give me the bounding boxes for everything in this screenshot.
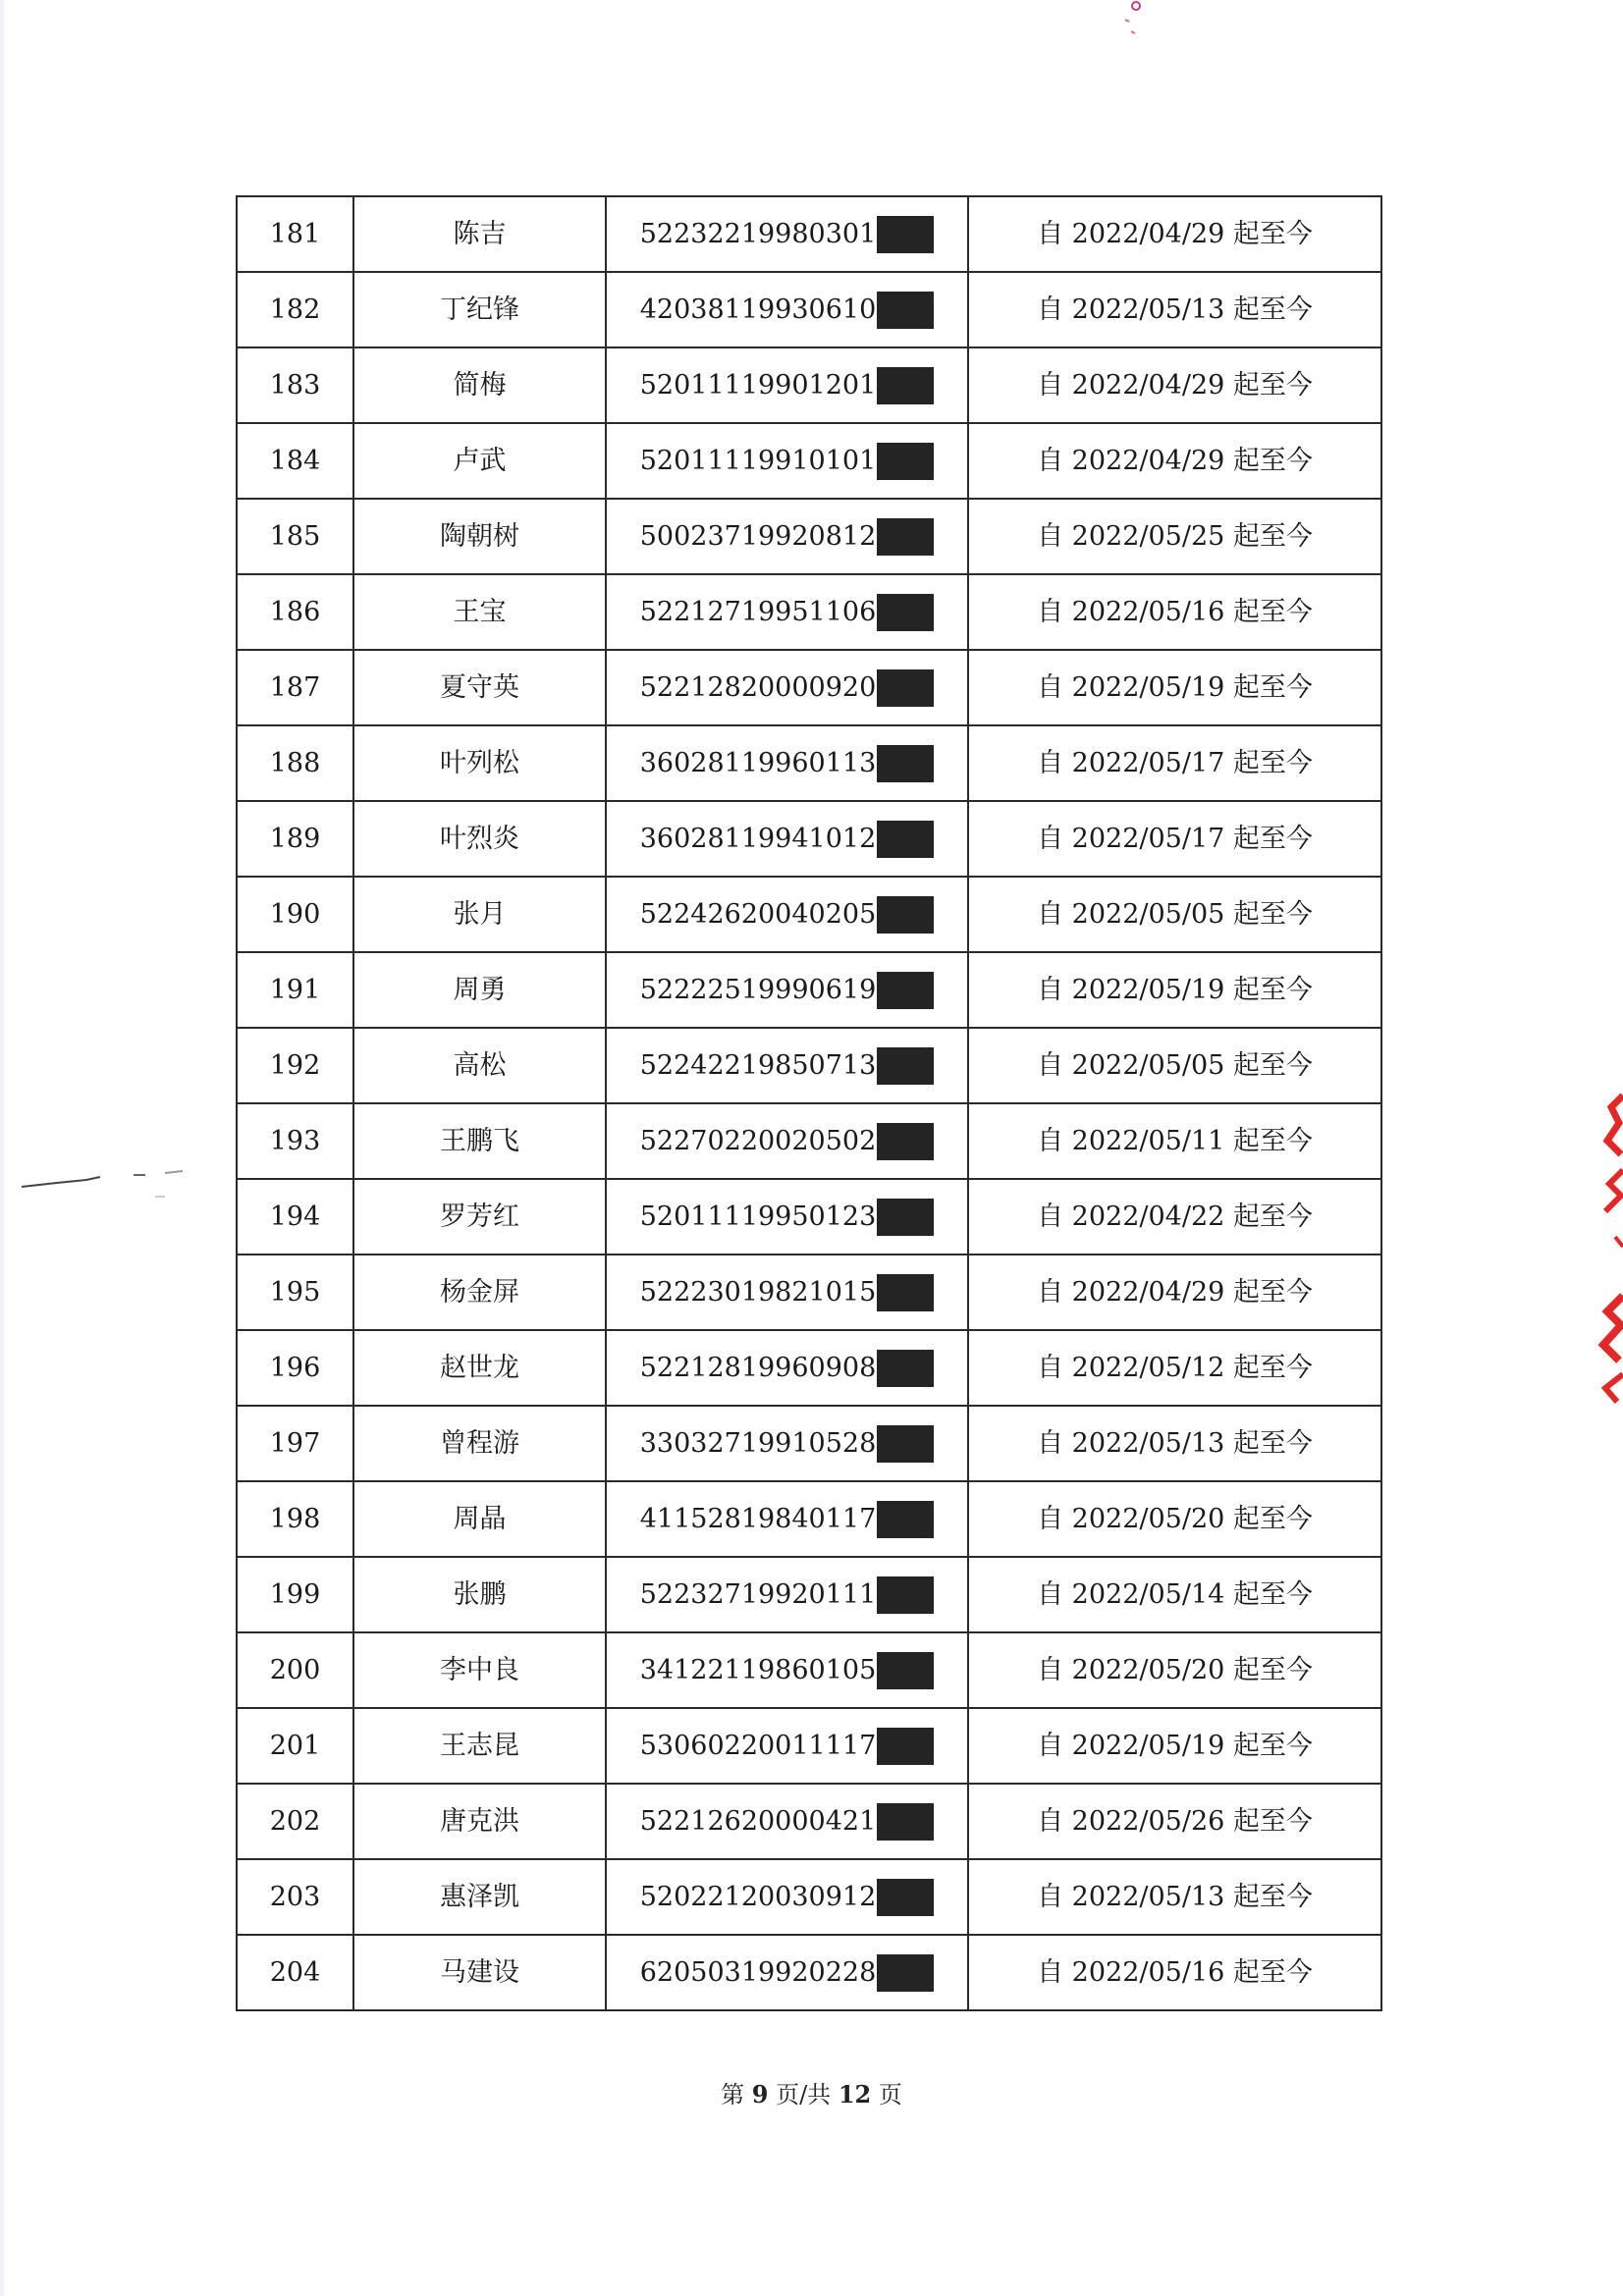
row-number-cell [237,347,353,423]
table-row [237,1481,1381,1557]
id-number-cell [606,952,968,1028]
redaction-block [877,1879,934,1916]
person-name: 马建设 [440,1956,519,1988]
table-row [237,1179,1381,1255]
id-number-visible: 52011119901201 [639,369,877,400]
employment-period: 自 2022/05/13 起至今 [1037,1427,1313,1459]
name-cell [353,499,606,574]
period-cell [968,1859,1381,1935]
table-row [237,725,1381,801]
id-number [640,1728,935,1765]
period-cell [968,1028,1381,1103]
id-number-visible: 50023719920812 [639,520,877,552]
id-number [640,1576,935,1614]
id-number-visible: 52212819960908 [639,1352,877,1383]
person-name: 王鹏飞 [440,1125,519,1156]
person-name: 周晶 [453,1503,507,1534]
person-name: 丁纪锋 [440,294,519,325]
row-number-cell [237,1255,353,1330]
row-number-cell [237,877,353,952]
id-number-cell [606,1179,968,1255]
id-number [640,896,935,934]
row-number: 203 [269,1881,321,1912]
roster-table [236,195,1382,2011]
person-name: 惠泽凯 [440,1881,519,1912]
period-cell [968,196,1381,272]
employment-period: 自 2022/05/16 起至今 [1037,1956,1313,1988]
row-number-cell [237,1481,353,1557]
id-number-cell [606,1481,968,1557]
period-cell [968,1708,1381,1784]
name-cell [353,1481,606,1557]
row-number: 193 [269,1125,321,1156]
scan-mark-left [18,1163,194,1202]
id-number-visible: 52212820000920 [639,671,877,703]
redaction-block [877,1728,934,1765]
id-number [640,1652,935,1689]
table-row [237,1330,1381,1406]
period-cell [968,1784,1381,1859]
footer-suffix: 页 [878,2081,902,2109]
person-name: 罗芳红 [440,1201,519,1232]
id-number-visible: 52212719951106 [639,596,877,627]
id-number-cell [606,574,968,650]
row-number: 200 [269,1654,321,1685]
row-number-cell [237,952,353,1028]
employment-period: 自 2022/05/12 起至今 [1037,1352,1313,1383]
id-number-visible: 62050319920228 [639,1956,877,1988]
id-number-visible: 53060220011117 [639,1730,877,1761]
period-cell [968,1935,1381,2010]
id-number-cell [606,1028,968,1103]
name-cell [353,1557,606,1632]
id-number-visible: 52270220020502 [639,1125,877,1156]
id-number-cell [606,1103,968,1179]
table-row [237,1255,1381,1330]
person-name: 陶朝树 [440,520,519,552]
row-number: 195 [269,1276,321,1308]
person-name: 简梅 [453,369,507,400]
id-number-cell [606,272,968,347]
redaction-block [877,216,934,253]
scan-mark-top [1117,0,1141,39]
redaction-block [877,669,934,707]
redaction-block [877,1350,934,1387]
table-row [237,574,1381,650]
employment-period: 自 2022/05/16 起至今 [1037,596,1313,627]
redaction-block [877,1123,934,1160]
id-number-cell [606,1330,968,1406]
page-edge [0,0,4,2296]
id-number [640,1047,935,1085]
id-number-visible: 52222519990619 [639,974,877,1005]
id-number [640,518,935,556]
row-number: 182 [269,294,321,325]
redaction-block [877,1803,934,1841]
employment-period: 自 2022/04/29 起至今 [1037,369,1313,400]
roster-table-body [237,196,1381,2010]
id-number-visible: 52232719920111 [639,1578,877,1610]
id-number [640,594,935,631]
row-number: 183 [269,369,321,400]
id-number-cell [606,1406,968,1481]
row-number: 201 [269,1730,321,1761]
row-number-cell [237,196,353,272]
id-number-cell [606,1557,968,1632]
redaction-block [877,1501,934,1538]
employment-period: 自 2022/05/17 起至今 [1037,747,1313,778]
period-cell [968,1406,1381,1481]
table-row [237,347,1381,423]
employment-period: 自 2022/04/29 起至今 [1037,445,1313,476]
row-number-cell [237,1708,353,1784]
id-number [640,1350,935,1387]
id-number-cell [606,196,968,272]
footer-prefix: 第 [721,2081,745,2109]
name-cell [353,1028,606,1103]
period-cell [968,272,1381,347]
redaction-block [877,292,934,329]
id-number-visible: 36028119960113 [639,747,877,778]
redaction-block [877,1047,934,1085]
row-number-cell [237,1103,353,1179]
redaction-block [877,1652,934,1689]
employment-period: 自 2022/05/11 起至今 [1037,1125,1313,1156]
name-cell [353,1255,606,1330]
row-number-cell [237,499,353,574]
person-name: 卢武 [453,445,507,476]
period-cell [968,1632,1381,1708]
row-number-cell [237,1784,353,1859]
row-number: 198 [269,1503,321,1534]
id-number-cell [606,725,968,801]
redaction-block [877,367,934,404]
table-row [237,952,1381,1028]
employment-period: 自 2022/05/14 起至今 [1037,1578,1313,1610]
employment-period: 自 2022/05/20 起至今 [1037,1503,1313,1534]
row-number: 192 [269,1049,321,1081]
id-number [640,443,935,480]
person-name: 张月 [453,898,507,930]
employment-period: 自 2022/05/17 起至今 [1037,823,1313,854]
person-name: 高松 [453,1049,507,1081]
id-number-cell [606,347,968,423]
row-number: 197 [269,1427,321,1459]
table-row [237,877,1381,952]
employment-period: 自 2022/04/29 起至今 [1037,218,1313,249]
footer-middle: 页/共 [776,2081,832,2109]
redaction-block [877,594,934,631]
table-row [237,196,1381,272]
id-number [640,1803,935,1841]
id-number-cell [606,1859,968,1935]
row-number-cell [237,423,353,499]
table-row [237,650,1381,725]
id-number [640,216,935,253]
name-cell [353,801,606,877]
id-number-visible: 52022120030912 [639,1881,877,1912]
row-number: 204 [269,1956,321,1988]
table-row [237,423,1381,499]
name-cell [353,650,606,725]
id-number-cell [606,650,968,725]
row-number: 199 [269,1578,321,1610]
employment-period: 自 2022/05/19 起至今 [1037,671,1313,703]
id-number-visible: 33032719910528 [639,1427,877,1459]
person-name: 陈吉 [453,218,507,249]
id-number [640,1954,935,1992]
table-row [237,1103,1381,1179]
id-number-cell [606,1935,968,2010]
row-number-cell [237,1406,353,1481]
id-number [640,292,935,329]
employment-period: 自 2022/05/26 起至今 [1037,1805,1313,1837]
name-cell [353,1330,606,1406]
id-number [640,1123,935,1160]
row-number-cell [237,725,353,801]
row-number-cell [237,1557,353,1632]
employment-period: 自 2022/05/25 起至今 [1037,520,1313,552]
row-number-cell [237,1632,353,1708]
name-cell [353,1103,606,1179]
table-row [237,499,1381,574]
row-number: 189 [269,823,321,854]
name-cell [353,196,606,272]
table-row [237,1859,1381,1935]
name-cell [353,1859,606,1935]
person-name: 赵世龙 [440,1352,519,1383]
row-number: 185 [269,520,321,552]
id-number [640,1274,935,1311]
name-cell [353,877,606,952]
redaction-block [877,1954,934,1992]
employment-period: 自 2022/04/29 起至今 [1037,1276,1313,1308]
period-cell [968,877,1381,952]
id-number [640,745,935,782]
employment-period: 自 2022/05/13 起至今 [1037,294,1313,325]
person-name: 周勇 [453,974,507,1005]
name-cell [353,1708,606,1784]
page-footer [0,2075,1623,2109]
redaction-block [877,745,934,782]
id-number-cell [606,423,968,499]
id-number-visible: 42038119930610 [639,294,877,325]
person-name: 王宝 [453,596,507,627]
id-number-visible: 52212620000421 [639,1805,877,1837]
period-cell [968,725,1381,801]
redaction-block [877,972,934,1009]
name-cell [353,423,606,499]
redaction-block [877,443,934,480]
name-cell [353,574,606,650]
period-cell [968,1557,1381,1632]
name-cell [353,1406,606,1481]
person-name: 夏守英 [440,671,519,703]
period-cell [968,1330,1381,1406]
person-name: 杨金屏 [440,1276,519,1308]
id-number [640,972,935,1009]
name-cell [353,952,606,1028]
row-number-cell [237,650,353,725]
name-cell [353,1179,606,1255]
row-number: 202 [269,1805,321,1837]
id-number-visible: 52223019821015 [639,1276,877,1308]
id-number-visible: 41152819840117 [639,1503,877,1534]
row-number-cell [237,1330,353,1406]
redaction-block [877,1576,934,1614]
id-number [640,367,935,404]
id-number-cell [606,499,968,574]
redaction-block [877,1425,934,1463]
id-number-cell [606,877,968,952]
id-number [640,821,935,858]
name-cell [353,272,606,347]
row-number: 186 [269,596,321,627]
period-cell [968,1481,1381,1557]
id-number-cell [606,1632,968,1708]
table-row [237,1708,1381,1784]
row-number-cell [237,1859,353,1935]
person-name: 叶列松 [440,747,519,778]
id-number-visible: 34122119860105 [639,1654,877,1685]
id-number-visible: 36028119941012 [639,823,877,854]
employment-period: 自 2022/05/13 起至今 [1037,1881,1313,1912]
id-number-cell [606,1708,968,1784]
id-number [640,1425,935,1463]
table-row [237,1557,1381,1632]
id-number-cell [606,1784,968,1859]
period-cell [968,1103,1381,1179]
table-row [237,1935,1381,2010]
person-name: 李中良 [440,1654,519,1685]
id-number-cell [606,1255,968,1330]
employment-period: 自 2022/05/19 起至今 [1037,1730,1313,1761]
row-number-cell [237,1028,353,1103]
row-number: 184 [269,445,321,476]
redaction-block [877,1274,934,1311]
table-row [237,1028,1381,1103]
row-number: 187 [269,671,321,703]
table-row [237,1784,1381,1859]
id-number-visible: 52011119910101 [639,445,877,476]
employment-period: 自 2022/04/22 起至今 [1037,1201,1313,1232]
table-row [237,1406,1381,1481]
name-cell [353,1632,606,1708]
row-number: 181 [269,218,321,249]
name-cell [353,1784,606,1859]
period-cell [968,347,1381,423]
person-name: 张鹏 [453,1578,507,1610]
table-row [237,1632,1381,1708]
period-cell [968,423,1381,499]
id-number-cell [606,801,968,877]
person-name: 唐克洪 [440,1805,519,1837]
employment-period: 自 2022/05/05 起至今 [1037,898,1313,930]
period-cell [968,499,1381,574]
row-number: 191 [269,974,321,1005]
row-number-cell [237,272,353,347]
id-number [640,1501,935,1538]
period-cell [968,801,1381,877]
row-number-cell [237,1179,353,1255]
row-number-cell [237,1935,353,2010]
row-number-cell [237,801,353,877]
id-number-visible: 52242620040205 [639,898,877,930]
id-number [640,1879,935,1916]
employment-period: 自 2022/05/05 起至今 [1037,1049,1313,1081]
row-number: 194 [269,1201,321,1232]
person-name: 王志昆 [440,1730,519,1761]
period-cell [968,574,1381,650]
name-cell [353,725,606,801]
period-cell [968,650,1381,725]
row-number-cell [237,574,353,650]
person-name: 叶烈炎 [440,823,519,854]
table-row [237,801,1381,877]
redaction-block [877,821,934,858]
name-cell [353,347,606,423]
red-seal-fragment [1597,1090,1623,1404]
name-cell [353,1935,606,2010]
id-number-visible: 52011119950123 [639,1201,877,1232]
id-number-visible: 52232219980301 [639,218,877,249]
current-page-number: 9 [751,2080,769,2109]
period-cell [968,1255,1381,1330]
redaction-block [877,1199,934,1236]
total-pages-number: 12 [838,2080,872,2109]
row-number: 190 [269,898,321,930]
row-number: 196 [269,1352,321,1383]
redaction-block [877,896,934,934]
person-name: 曾程游 [440,1427,519,1459]
redaction-block [877,518,934,556]
period-cell [968,952,1381,1028]
employment-period: 自 2022/05/20 起至今 [1037,1654,1313,1685]
period-cell [968,1179,1381,1255]
row-number: 188 [269,747,321,778]
employment-period: 自 2022/05/19 起至今 [1037,974,1313,1005]
id-number [640,669,935,707]
id-number [640,1199,935,1236]
table-row [237,272,1381,347]
id-number-visible: 52242219850713 [639,1049,877,1081]
